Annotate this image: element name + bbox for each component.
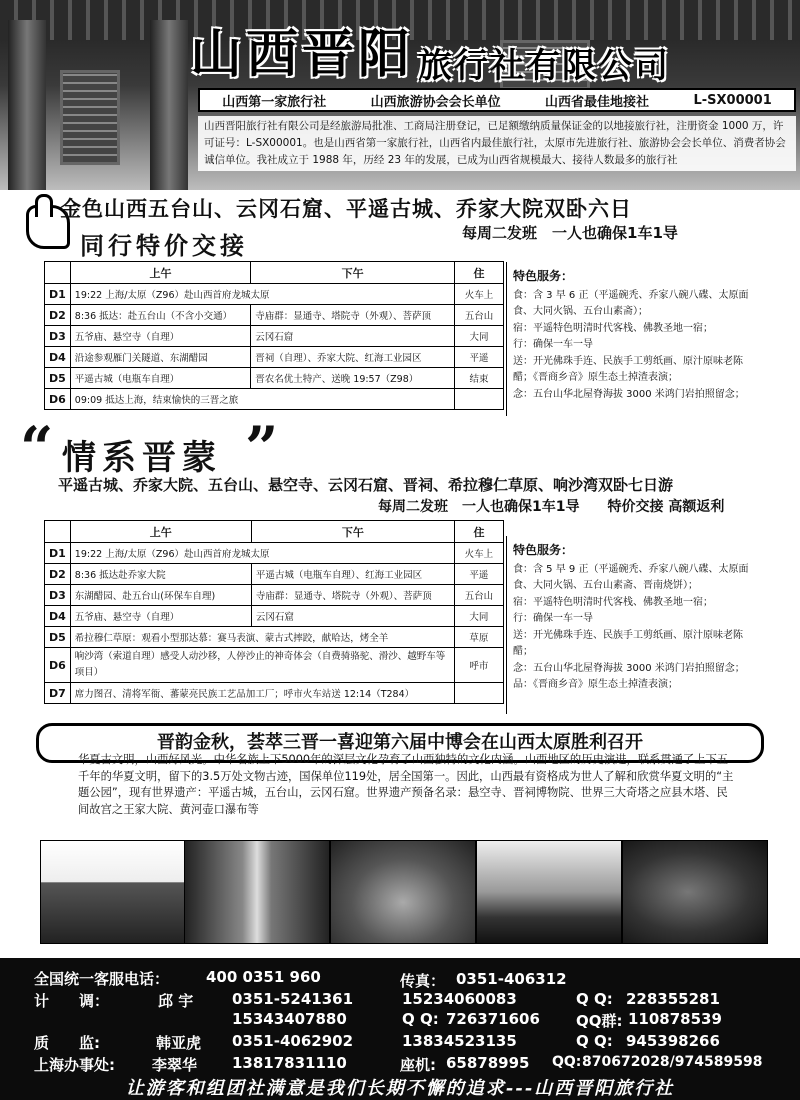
table-row	[45, 389, 504, 410]
planner-name: 邱 宇	[158, 992, 194, 1010]
pm-cell: 云冈石窟	[251, 326, 455, 347]
feature-item: 念：五台山华北屋脊海拔 3000 米鸿门岩拍照留念；	[513, 388, 745, 400]
day-cell: D5	[45, 627, 71, 648]
am-cell: 沿途参观雁门关隧道、东湖醋园	[70, 347, 250, 368]
day-cell: D2	[45, 564, 71, 585]
day-cell: D3	[45, 585, 71, 606]
pm-cell: 云冈石窟	[251, 606, 454, 627]
window-decoration	[60, 70, 120, 165]
office-label: 上海办事处:	[34, 1056, 115, 1074]
mobile: 13834523135	[402, 1032, 517, 1050]
am-cell: 五爷庙、悬空寺（自理）	[70, 326, 250, 347]
stay-cell: 平遥	[454, 347, 503, 368]
fax: 0351-406312	[456, 970, 567, 988]
am-cell: 席力图召、清将军衙、蕃蒙亮民族工艺品加工厂；呼市火车站送 12:14（T284）	[70, 683, 454, 704]
feature-item: 宿：平遥特色明清时代客栈、佛教圣地一宿；	[513, 596, 713, 608]
pm-cell: 平遥古城（电瓶车自理）、红海工业园区	[251, 564, 454, 585]
tour1-schedule: 每周二发班 一人也确保1车1导	[462, 224, 678, 242]
pm-cell: 晋祠（自理）、乔家大院、红海工业园区	[251, 347, 455, 368]
pm-cell: 寺庙群：显通寺、塔院寺（外观）、菩萨顶	[251, 305, 455, 326]
hotline: 400 0351 960	[206, 968, 321, 986]
day-cell: D2	[45, 305, 71, 326]
stay-cell: 火车上	[454, 284, 503, 305]
tour2-schedule: 每周二发班 一人也确保1车1导 特价交接 高额返利	[378, 499, 725, 515]
stay-cell: 大同	[454, 606, 503, 627]
column-header: 下午	[251, 521, 454, 543]
title-sub: 旅行社有限公司	[418, 46, 671, 86]
features-title: 特色服务：	[513, 269, 574, 283]
company-title	[190, 15, 790, 87]
feature-item: 行：确保一车一导	[513, 339, 593, 350]
column-header: 下午	[251, 262, 455, 284]
am-cell: 19:22 上海/太原（Z96）赴山西首府龙城太原	[70, 543, 454, 564]
features-title: 特色服务：	[513, 543, 574, 557]
planner-label: 计 调：	[34, 992, 110, 1010]
table-row	[45, 648, 504, 683]
table-row	[45, 683, 504, 704]
slogan: 让游客和组团社满意是我们长期不懈的追求---山西晋阳旅行社	[125, 1078, 675, 1099]
table-row	[45, 347, 504, 368]
qq-group: 110878539	[628, 1010, 722, 1028]
table-row	[45, 585, 504, 606]
am-cell: 8:36 抵达赴乔家大院	[70, 564, 251, 585]
column-header: 上午	[70, 262, 250, 284]
pm-cell: 寺庙群：显通寺、塔院寺（外观）、菩萨顶	[251, 585, 454, 606]
am-cell: 响沙湾（索道自理）感受人动沙移，人停沙止的神奇体会（自费骑骆驼、滑沙、越野车等项目）	[70, 648, 454, 683]
tour2-itinerary-table	[44, 520, 504, 704]
table-header	[45, 262, 504, 284]
qq: 870672028/974589598	[582, 1054, 763, 1070]
planner-phone: 0351-5241361	[232, 990, 354, 1008]
qa-phone: 0351-4062902	[232, 1032, 354, 1050]
tour2-route: 平遥古城、乔家大院、五台山、悬空寺、云冈石窟、晋祠、希拉穆仁草原、响沙湾双卧七日游	[58, 476, 674, 494]
photo-pagoda	[476, 840, 622, 944]
landline-label: 座机:	[400, 1056, 436, 1074]
stay-cell: 结束	[454, 368, 503, 389]
office-phone: 13817831110	[232, 1054, 347, 1072]
am-cell: 东湖醋园、赴五台山(环保车自理)	[70, 585, 251, 606]
feature-item: 食：含 3 早 6 正（平遥碗秃、乔家八碗八碟、太原面食、大同火锅、五台山素斋）；	[513, 289, 749, 317]
qq-label: Q Q:	[576, 990, 613, 1008]
qq-label: Q Q:	[402, 1010, 439, 1028]
hotline-label: 全国统一客服电话：	[34, 970, 170, 988]
pillar-decoration	[8, 20, 46, 190]
fax-label: 传真：	[400, 972, 446, 990]
stay-cell	[454, 389, 503, 410]
company-intro: 山西晋阳旅行社有限公司是经旅游局批准、工商局注册登记，已足额缴纳质量保证金的以地接旅行社，注册资金 1000 万，许可证号：L-SX00001。也是山西省第一家旅行社，山西省内最佳旅行社，太原市先进旅行社、旅游协会会长单位、消费者协会诚信单位。我社成立于 1988 年，历经 23 年的发展，已成为山西省规模最大、接待人数最多的旅行社	[198, 116, 796, 171]
feature-item: 宿：平遥特色明清时代客栈、佛教圣地一宿；	[513, 322, 713, 334]
quote-open: “	[20, 414, 54, 482]
quote-close: ”	[245, 414, 279, 482]
tour1-subtitle: 同行特价交接	[80, 231, 248, 260]
table-header	[45, 521, 504, 543]
qa-label: 质 监:	[34, 1034, 100, 1052]
am-cell: 平遥古城（电瓶车自理）	[70, 368, 250, 389]
feature-item: 品：《晋商乡音》原生态土掉渣表演；	[513, 679, 678, 690]
stay-cell: 平遥	[454, 564, 503, 585]
photo-city-wall	[40, 840, 186, 944]
day-cell: D4	[45, 606, 71, 627]
table-row	[45, 564, 504, 585]
day-cell: D5	[45, 368, 71, 389]
am-cell: 希拉穆仁草原：观看小型那达慕：赛马表演、蒙古式摔跤，献哈达，烤全羊	[70, 627, 454, 648]
qa-name: 韩亚虎	[156, 1034, 202, 1052]
tour1-itinerary-table	[44, 261, 504, 410]
day-cell: D1	[45, 543, 71, 564]
landline: 65878995	[446, 1054, 530, 1072]
table-row	[45, 543, 504, 564]
feature-item: 食：含 5 早 9 正（平遥碗秃、乔家八碗八碟、太原面食、大同火锅、五台山素斋、晋南烧饼）；	[513, 563, 749, 591]
tag: 山西旅游协会会长单位	[370, 94, 501, 110]
stay-cell: 火车上	[454, 543, 503, 564]
feature-item: 念：五台山华北屋脊海拔 3000 米鸿门岩拍照留念；	[513, 662, 745, 674]
day-cell: D3	[45, 326, 71, 347]
feature-item: 送：开光佛珠手连、民族手工剪纸画、原汁原味老陈醋；	[513, 629, 743, 657]
table-row	[45, 326, 504, 347]
photo-courtyard	[184, 840, 330, 944]
table-row	[45, 305, 504, 326]
am-cell: 19:22 上海/太原（Z96）赴山西首府龙城太原	[70, 284, 454, 305]
table-row	[45, 627, 504, 648]
stay-cell: 呼市	[454, 648, 503, 683]
stay-cell: 五台山	[454, 585, 503, 606]
feature-item: 行：确保一车一导	[513, 613, 593, 624]
photo-hanging-temple	[330, 840, 476, 944]
title-main: 山西晋阳	[190, 24, 415, 85]
stay-cell: 五台山	[454, 305, 503, 326]
day-cell: D6	[45, 389, 71, 410]
day-cell: D1	[45, 284, 71, 305]
qq-label: QQ:	[552, 1054, 582, 1070]
qq: 945398266	[626, 1032, 720, 1050]
am-cell: 五爷庙、悬空寺（自理）	[70, 606, 251, 627]
tour2-title: 情系晋蒙	[62, 438, 222, 478]
day-cell: D4	[45, 347, 71, 368]
day-cell: D6	[45, 648, 71, 683]
stay-cell: 草原	[454, 627, 503, 648]
stay-cell: 大同	[454, 326, 503, 347]
table-row	[45, 284, 504, 305]
mobile: 15234060083	[402, 990, 517, 1008]
feature-item: 送：开光佛珠手连、民族手工剪纸画、原汁原味老陈醋；《晋商乡音》原生态土掉渣表演；	[513, 355, 743, 383]
table-row	[45, 368, 504, 389]
column-header: 住	[454, 262, 503, 284]
column-header: 上午	[70, 521, 251, 543]
office-name: 李翠华	[152, 1056, 198, 1074]
pillar-decoration	[150, 20, 188, 190]
tour1-features	[506, 262, 758, 416]
am-cell: 8:36 抵达：赴五台山（不含小交通）	[70, 305, 250, 326]
license-tag: L-SX00001	[693, 92, 772, 108]
qq-group-label: QQ群:	[576, 1012, 623, 1030]
planner-phone: 15343407880	[232, 1010, 347, 1028]
promo-text: 华夏古文明，山西好风光。中华名族上下5000年的深层文化孕育了山西独特的文化内涵。山西地区的历史演进，联系贯通了上下五千年的华夏文明，留下的3.5万处文物古迹，国保单位119处，居全国第一。因此，山西最有资格成为世人了解和欣赏华夏文明的“主题公园”，现有世界遗产：平遥古城，五台山，云冈石窟。世界遗产预备名录：悬空寺、晋祠博物院、世界三大奇塔之应县木塔、民间故宫之王家大院、黄河壶口瀑布等	[78, 753, 734, 816]
qq: 228355281	[626, 990, 720, 1008]
table-row	[45, 606, 504, 627]
tour1-title: 金色山西五台山、云冈石窟、平遥古城、乔家大院双卧六日	[60, 197, 632, 221]
photo-grottoes	[622, 840, 768, 944]
qq: 726371606	[446, 1010, 540, 1028]
pm-cell: 晋农名优土特产、送晚 19:57（Z98）	[251, 368, 455, 389]
tag-bar	[198, 88, 796, 112]
day-cell: D7	[45, 683, 71, 704]
am-cell: 09:09 抵达上海，结束愉快的三晋之旅	[70, 389, 454, 410]
tour2-features	[506, 536, 758, 714]
qq-label: Q Q:	[576, 1032, 613, 1050]
promo-title: 晋韵金秋，荟萃三晋一喜迎第六届中博会在山西太原胜利召开	[36, 723, 764, 763]
tag: 山西第一家旅行社	[222, 94, 327, 110]
tag: 山西省最佳地接社	[545, 94, 650, 110]
column-header: 住	[454, 521, 503, 543]
stay-cell	[454, 683, 503, 704]
